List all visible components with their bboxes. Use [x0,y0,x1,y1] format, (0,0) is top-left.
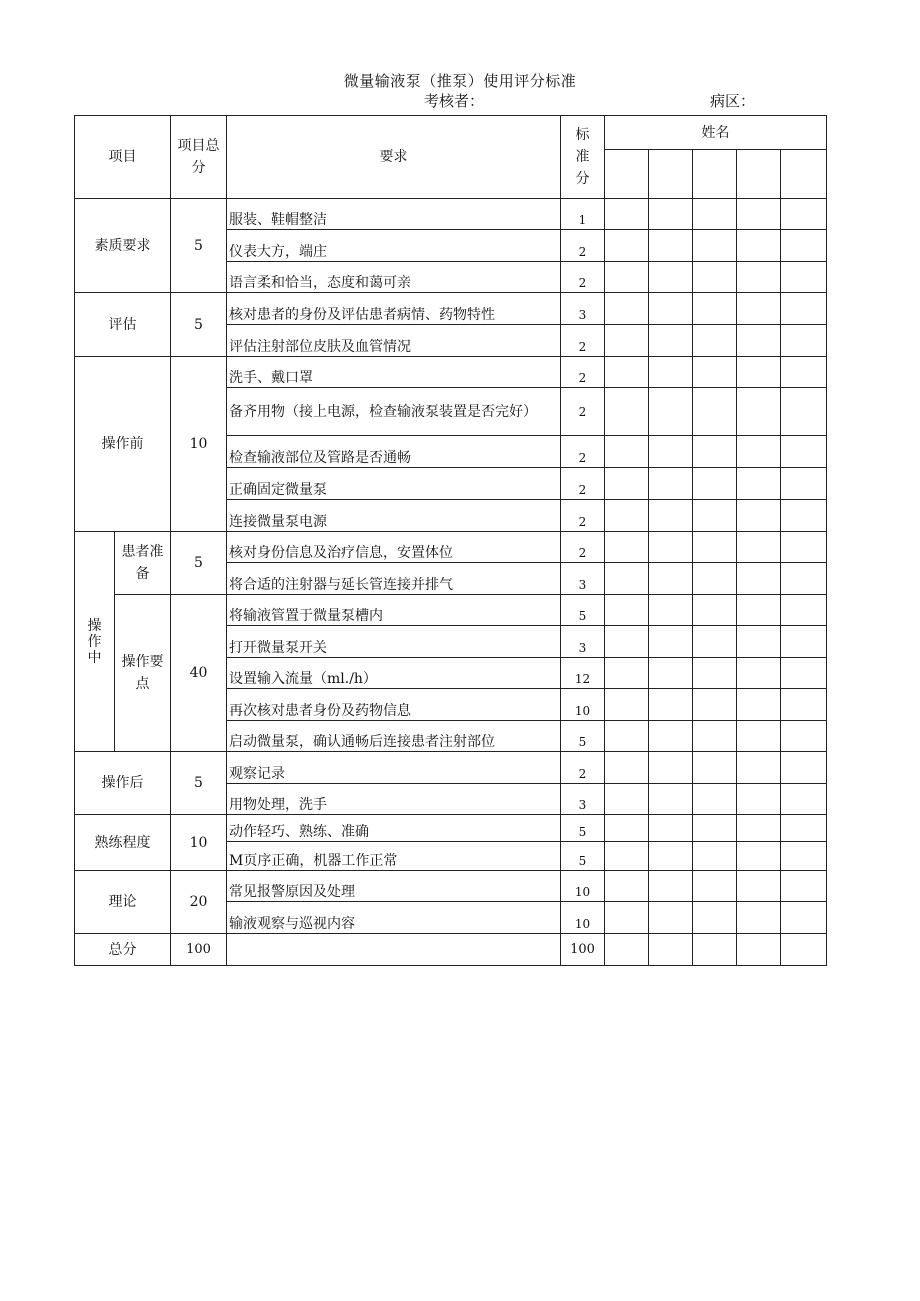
score-cell[interactable] [781,468,827,500]
requirement-text: 设置输入流量（ml./h） [227,658,561,689]
requirement-text: 评估注射部位皮肤及血管情况 [227,325,561,357]
score-cell[interactable] [693,934,737,966]
score-cell[interactable] [781,815,827,842]
standard-score: 2 [561,262,605,293]
score-cell[interactable] [649,436,693,468]
requirement-text: 将输液管置于微量泵槽内 [227,595,561,626]
section-name: 熟练程度 [75,815,171,871]
score-cell[interactable] [605,815,649,842]
score-cell[interactable] [649,532,693,563]
score-cell[interactable] [781,626,827,658]
standard-score: 1 [561,199,605,230]
score-cell[interactable] [693,595,737,626]
total-item-score: 100 [171,934,227,966]
score-cell[interactable] [605,721,649,752]
score-table [74,115,827,966]
standard-score: 3 [561,784,605,815]
subsection-name: 操作要点 [115,595,171,752]
score-cell[interactable] [649,871,693,902]
score-cell[interactable] [693,262,737,293]
name-cell[interactable] [605,150,649,199]
section-name-vertical: 操作中 [75,532,115,752]
standard-score: 5 [561,595,605,626]
score-cell[interactable] [737,784,781,815]
score-cell[interactable] [693,357,737,388]
score-cell[interactable] [693,752,737,784]
score-cell[interactable] [737,563,781,595]
score-cell[interactable] [781,752,827,784]
score-cell[interactable] [649,357,693,388]
standard-score: 2 [561,500,605,532]
standard-score: 2 [561,357,605,388]
standard-score: 2 [561,752,605,784]
score-cell[interactable] [737,357,781,388]
requirement-text: 备齐用物（接上电源，检查输液泵装置是否完好） [227,388,561,436]
header-name: 姓名 [605,116,827,150]
score-cell[interactable] [649,388,693,436]
score-cell[interactable] [693,388,737,436]
score-cell[interactable] [781,902,827,934]
score-cell[interactable] [693,658,737,689]
score-cell[interactable] [649,689,693,721]
score-cell[interactable] [649,230,693,262]
score-cell[interactable] [605,934,649,966]
score-cell[interactable] [737,500,781,532]
section-total: 5 [171,199,227,293]
score-cell[interactable] [605,230,649,262]
score-cell[interactable] [693,871,737,902]
standard-score: 2 [561,325,605,357]
score-cell[interactable] [605,357,649,388]
examiner-label: 考核者： [424,92,485,110]
section-name: 操作后 [75,752,171,815]
requirement-text: 观察记录 [227,752,561,784]
score-cell[interactable] [605,468,649,500]
score-cell[interactable] [737,658,781,689]
score-cell[interactable] [605,325,649,357]
standard-score: 10 [561,902,605,934]
section-name: 评估 [75,293,171,357]
score-cell[interactable] [737,934,781,966]
score-cell[interactable] [693,563,737,595]
requirement-text: 启动微量泵，确认通畅后连接患者注射部位 [227,721,561,752]
score-cell[interactable] [693,902,737,934]
score-cell[interactable] [649,658,693,689]
requirement-text: 打开微量泵开关 [227,626,561,658]
score-cell[interactable] [781,842,827,871]
score-cell[interactable] [605,595,649,626]
score-cell[interactable] [649,815,693,842]
standard-score: 10 [561,689,605,721]
score-cell[interactable] [605,689,649,721]
standard-score: 3 [561,563,605,595]
total-label: 总分 [75,934,171,966]
standard-score: 2 [561,230,605,262]
requirement-text: 检查输液部位及管路是否通畅 [227,436,561,468]
score-cell[interactable] [693,500,737,532]
score-cell[interactable] [781,262,827,293]
score-cell[interactable] [649,752,693,784]
score-cell[interactable] [737,293,781,325]
requirement-text: 输液观察与巡视内容 [227,902,561,934]
score-cell[interactable] [693,532,737,563]
section-name: 素质要求 [75,199,171,293]
standard-score: 2 [561,468,605,500]
section-total: 10 [171,357,227,532]
score-cell[interactable] [781,230,827,262]
section-name: 操作前 [75,357,171,532]
score-cell[interactable] [649,626,693,658]
requirement-text: 用物处理，洗手 [227,784,561,815]
score-cell[interactable] [605,500,649,532]
score-cell[interactable] [781,293,827,325]
section-name: 理论 [75,871,171,934]
score-cell[interactable] [737,468,781,500]
score-cell[interactable] [781,388,827,436]
score-cell[interactable] [737,752,781,784]
score-cell[interactable] [781,563,827,595]
score-cell[interactable] [605,293,649,325]
score-cell[interactable] [605,532,649,563]
score-cell[interactable] [781,500,827,532]
score-cell[interactable] [605,658,649,689]
score-cell[interactable] [605,626,649,658]
score-cell[interactable] [737,871,781,902]
standard-score: 3 [561,293,605,325]
score-cell[interactable] [737,388,781,436]
score-cell[interactable] [693,230,737,262]
standard-score: 12 [561,658,605,689]
requirement-text: 仪表大方，端庄 [227,230,561,262]
requirement-text: M页序正确，机器工作正常 [227,842,561,871]
score-cell[interactable] [605,436,649,468]
score-cell[interactable] [605,262,649,293]
score-cell[interactable] [781,871,827,902]
score-cell[interactable] [737,842,781,871]
name-cell[interactable] [781,150,827,199]
score-cell[interactable] [737,199,781,230]
score-cell[interactable] [605,199,649,230]
page-title: 微量输液泵（推泵）使用评分标准 [343,72,577,90]
requirement-text: 动作轻巧、熟练、准确 [227,815,561,842]
section-total: 40 [171,595,227,752]
name-cell[interactable] [693,150,737,199]
score-cell[interactable] [693,626,737,658]
header-standard: 标准分 [561,116,605,199]
requirement-text: 将合适的注射器与延长管连接并排气 [227,563,561,595]
score-cell[interactable] [737,230,781,262]
score-cell[interactable] [649,721,693,752]
standard-score: 3 [561,626,605,658]
score-cell[interactable] [649,325,693,357]
standard-score: 2 [561,532,605,563]
score-cell[interactable] [649,902,693,934]
score-cell[interactable] [781,721,827,752]
requirement-text: 语言柔和恰当，态度和蔼可亲 [227,262,561,293]
score-cell[interactable] [605,784,649,815]
requirement-text: 洗手、戴口罩 [227,357,561,388]
score-cell[interactable] [693,199,737,230]
score-cell[interactable] [693,436,737,468]
standard-score: 5 [561,842,605,871]
score-cell[interactable] [737,262,781,293]
requirement-text: 核对患者的身份及评估患者病情、药物特性 [227,293,561,325]
score-cell[interactable] [649,563,693,595]
requirement-text: 正确固定微量泵 [227,468,561,500]
score-cell[interactable] [693,842,737,871]
header-item-total: 项目总分 [171,116,227,199]
score-cell[interactable] [693,293,737,325]
standard-score: 2 [561,436,605,468]
standard-score: 5 [561,815,605,842]
score-cell[interactable] [737,436,781,468]
section-total: 5 [171,293,227,357]
score-cell[interactable] [737,532,781,563]
section-total: 5 [171,532,227,595]
total-standard-score: 100 [561,934,605,966]
requirement-text: 常见报警原因及处理 [227,871,561,902]
requirement-text: 再次核对患者身份及药物信息 [227,689,561,721]
score-cell[interactable] [605,871,649,902]
score-cell[interactable] [781,199,827,230]
score-cell[interactable] [781,325,827,357]
requirement-text: 核对身份信息及治疗信息，安置体位 [227,532,561,563]
score-cell[interactable] [693,721,737,752]
score-cell[interactable] [605,388,649,436]
header-item: 项目 [75,116,171,199]
score-cell[interactable] [737,902,781,934]
score-cell[interactable] [781,689,827,721]
ward-label: 病区： [710,92,756,110]
section-total: 20 [171,871,227,934]
score-cell[interactable] [605,563,649,595]
score-cell[interactable] [737,721,781,752]
score-cell[interactable] [737,595,781,626]
name-cell[interactable] [737,150,781,199]
section-total: 5 [171,752,227,815]
score-cell[interactable] [781,357,827,388]
score-cell[interactable] [737,689,781,721]
score-cell[interactable] [649,293,693,325]
score-cell[interactable] [781,934,827,966]
score-cell[interactable] [781,532,827,563]
score-cell[interactable] [693,815,737,842]
subsection-name: 患者准备 [115,532,171,595]
score-cell[interactable] [693,468,737,500]
score-cell[interactable] [649,934,693,966]
score-cell[interactable] [649,262,693,293]
score-cell[interactable] [649,842,693,871]
header-requirement: 要求 [227,116,561,199]
standard-score: 2 [561,388,605,436]
requirement-text: 服装、鞋帽整洁 [227,199,561,230]
section-total: 10 [171,815,227,871]
score-cell[interactable] [649,500,693,532]
score-cell[interactable] [781,595,827,626]
standard-score: 5 [561,721,605,752]
score-cell[interactable] [693,784,737,815]
score-cell[interactable] [649,468,693,500]
requirement-text: 连接微量泵电源 [227,500,561,532]
score-cell[interactable] [693,325,737,357]
score-cell[interactable] [737,815,781,842]
score-cell[interactable] [605,902,649,934]
score-cell[interactable] [649,199,693,230]
score-cell[interactable] [649,595,693,626]
score-cell[interactable] [649,784,693,815]
score-cell[interactable] [737,325,781,357]
score-cell[interactable] [693,689,737,721]
score-cell[interactable] [605,752,649,784]
score-cell[interactable] [781,436,827,468]
name-cell[interactable] [649,150,693,199]
score-cell[interactable] [781,784,827,815]
standard-score: 10 [561,871,605,902]
score-cell[interactable] [737,626,781,658]
score-cell[interactable] [781,658,827,689]
score-cell[interactable] [605,842,649,871]
total-requirement-blank [227,934,561,966]
